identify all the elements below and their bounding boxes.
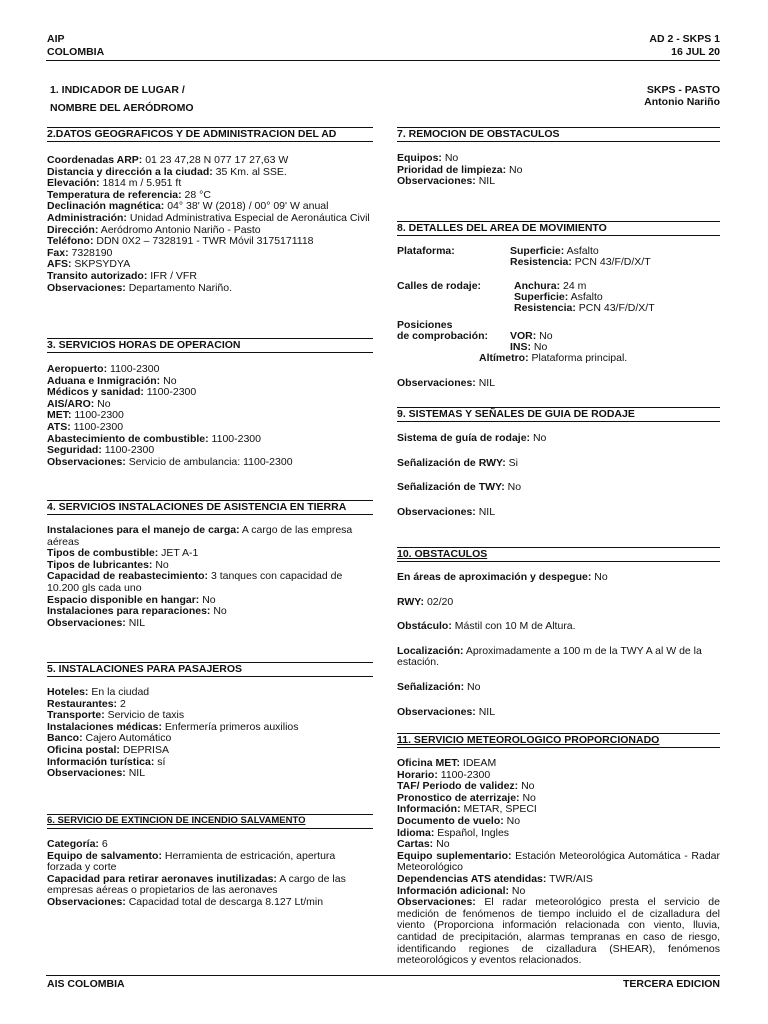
row-key: Horario: <box>397 768 438 781</box>
row-value: No <box>94 397 111 410</box>
footer-right: TERCERA EDICION <box>622 978 720 990</box>
value: Asfalto <box>568 291 603 303</box>
key: VOR: <box>510 330 537 342</box>
value: No <box>531 341 548 353</box>
s9-row <box>397 507 720 519</box>
row-key: Señalización de RWY: <box>397 456 506 469</box>
section-9-title: 9. SISTEMAS Y SEÑALES DE GUIA DE RODAJE <box>397 407 720 422</box>
key: Resistencia: <box>514 302 576 314</box>
row-key: Elevación: <box>47 177 100 190</box>
s10-row <box>397 707 720 719</box>
title-indicator: 1. INDICADOR DE LUGAR / <box>50 84 185 96</box>
row-key: Fax: <box>47 246 69 259</box>
s9-row <box>397 433 720 445</box>
calles-resistencia <box>514 303 655 315</box>
header-page-id: AD 2 - SKPS 1 <box>649 33 720 45</box>
row-key: En áreas de aproximación y despegue: <box>397 571 592 583</box>
row-value: 1814 m / 5.951 ft <box>99 177 182 190</box>
row-value: 2 <box>117 697 126 710</box>
row-key: AIS/ARO: <box>47 397 95 410</box>
key: Superficie: <box>514 291 569 303</box>
value: Plataforma principal. <box>528 352 628 364</box>
row-key: Capacidad de reabastecimiento: <box>47 570 209 583</box>
row-key: Equipo suplementario: <box>397 849 512 862</box>
row-value: 28 °C <box>181 188 211 201</box>
row-key: Observaciones: <box>47 616 126 629</box>
row-key: Oficina MET: <box>397 757 461 769</box>
row-key: Transito autorizado: <box>47 269 148 282</box>
row-value: NIL <box>475 175 496 188</box>
row-key: Localización: <box>397 644 464 657</box>
row-value: No <box>509 884 526 897</box>
row-key: Temperatura de referencia: <box>47 188 182 201</box>
row-value: IDEAM <box>460 757 497 769</box>
row-value: No <box>441 152 459 164</box>
row-key: Idioma: <box>397 826 435 839</box>
row-key: Instalaciones para el manejo de carga: <box>47 524 240 536</box>
calles-label: Calles de rodaje: <box>397 280 482 292</box>
row-value: 01 23 47,28 N 077 17 27,63 W <box>142 154 289 166</box>
s10-row <box>397 621 720 633</box>
header-aip: AIP <box>47 33 65 45</box>
section-6-title: 6. SERVICIO DE EXTINCION DE INCENDIO SALVAMENTO <box>47 814 373 829</box>
row-value: DDN 0X2 – 7328191 - TWR Móvil 3175171118 <box>93 235 314 248</box>
altimetro <box>479 353 627 365</box>
section-11 <box>397 733 720 967</box>
row-value: Español, Ingles <box>434 826 510 839</box>
header-country: COLOMBIA <box>47 46 105 58</box>
section-3 <box>47 338 373 468</box>
s11-row <box>397 851 720 874</box>
value: NIL <box>475 377 496 389</box>
row-value: No <box>464 680 481 693</box>
row-key: Obstáculo: <box>397 620 452 633</box>
row-value: No <box>210 605 227 618</box>
row-value: No <box>506 163 523 176</box>
row-key: Señalización de TWY: <box>397 481 505 494</box>
row-value: Aeródromo Antonio Nariño - Pasto <box>98 223 261 236</box>
row-key: Observaciones: <box>397 705 476 718</box>
s4-row <box>47 571 373 594</box>
s10-row <box>397 572 720 584</box>
row-value: 1100-2300 <box>437 768 491 781</box>
row-key: Categoría: <box>47 838 99 850</box>
value: No <box>536 330 553 342</box>
row-key: AFS: <box>47 258 72 271</box>
row-value: 1100-2300 <box>143 386 197 399</box>
row-value: Cajero Automático <box>82 732 172 745</box>
row-value: 1100-2300 <box>71 409 124 422</box>
row-key: Observaciones: <box>397 175 476 188</box>
row-key: Prioridad de limpieza: <box>397 163 507 176</box>
s4-row <box>47 525 373 548</box>
row-key: Instalaciones para reparaciones: <box>47 605 211 618</box>
row-value: Servicio de ambulancia: 1100-2300 <box>125 455 293 468</box>
row-value: 3 tanques con capacidad de 10.200 gls cada uno <box>47 570 343 594</box>
section-7 <box>397 127 720 188</box>
row-key: Instalaciones médicas: <box>47 720 162 733</box>
section-2-title: 2.DATOS GEOGRAFICOS Y DE ADMINISTRACION DEL AD <box>47 127 373 142</box>
row-value: SKPSYDYA <box>71 258 131 271</box>
row-value: NIL <box>475 705 496 718</box>
header-rule <box>46 60 720 61</box>
row-value: No <box>504 481 522 494</box>
s6-row <box>47 851 373 874</box>
row-value: 04° 38' W (2018) / 00° 09' W anual <box>164 200 329 213</box>
row-key: Hoteles: <box>47 686 89 698</box>
footer-left: AIS COLOMBIA <box>47 978 125 990</box>
row-value: NIL <box>125 616 146 629</box>
value: PCN 43/F/D/X/T <box>575 302 655 314</box>
header-date: 16 JUL 20 <box>671 46 720 58</box>
row-value: sí <box>154 755 166 768</box>
section-8-title: 8. DETALLES DEL AREA DE MOVIMIENTO <box>397 221 720 236</box>
row-value: No <box>152 558 169 571</box>
row-value: No <box>160 374 177 387</box>
row-key: Observaciones: <box>397 896 476 909</box>
row-key: Espacio disponible en hangar: <box>47 593 200 606</box>
value: PCN 43/F/D/X/T <box>571 256 651 268</box>
s6-row <box>47 897 373 909</box>
plataforma-resistencia <box>510 257 651 269</box>
row-value: 1100-2300 <box>70 420 124 433</box>
row-key: MET: <box>47 409 72 422</box>
row-value: 6 <box>98 838 108 850</box>
s2-row <box>47 283 373 295</box>
row-key: Información: <box>397 803 461 816</box>
row-value: METAR, SPECI <box>460 803 537 816</box>
s9-row <box>397 458 720 470</box>
section-9 <box>397 407 720 518</box>
section-3-title: 3. SERVICIOS HORAS DE OPERACION <box>47 338 373 353</box>
row-value: JET A-1 <box>158 547 199 560</box>
s11-row <box>397 897 720 967</box>
section-7-title: 7. REMOCION DE OBSTACULOS <box>397 127 720 142</box>
row-value: Estación Meteorológica Automática - Radar Meteorológico <box>397 849 720 874</box>
key: Altímetro: <box>479 352 529 364</box>
row-key: Administración: <box>47 211 127 224</box>
row-value: 35 Km. al SSE. <box>212 165 287 178</box>
row-value: No <box>503 814 521 827</box>
row-value: NIL <box>125 767 146 780</box>
row-value: Unidad Administrativa Especial de Aeronáutica Civil <box>126 211 370 224</box>
s10-row <box>397 597 720 609</box>
row-key: Observaciones: <box>47 895 126 908</box>
value: 24 m <box>560 280 587 292</box>
row-key: Capacidad para retirar aeronaves inutilizadas: <box>47 872 277 885</box>
section-8-body <box>397 236 720 389</box>
row-value: No <box>530 432 547 444</box>
row-key: Tipos de combustible: <box>47 547 159 560</box>
key: Observaciones: <box>397 377 476 389</box>
row-value: Mástil con 10 M de Altura. <box>451 620 576 633</box>
section-4 <box>47 500 373 629</box>
section-10-title: 10. OBSTACULOS <box>397 547 720 562</box>
row-value: NIL <box>475 505 496 518</box>
row-key: Observaciones: <box>47 767 126 780</box>
value: Asfalto <box>564 245 599 257</box>
row-key: Señalización: <box>397 680 465 693</box>
section-6 <box>47 814 373 909</box>
row-key: Información adicional: <box>397 884 510 897</box>
section-10 <box>397 547 720 718</box>
row-key: Aduana e Inmigración: <box>47 374 161 387</box>
row-value: No <box>433 838 450 851</box>
row-key: Médicos y sanidad: <box>47 386 144 399</box>
section-4-title: 4. SERVICIOS INSTALACIONES DE ASISTENCIA EN TIERRA <box>47 500 373 515</box>
row-value: No <box>519 791 536 804</box>
row-key: RWY: <box>397 595 425 608</box>
title-aerodrome-name: Antonio Nariño <box>644 96 720 108</box>
footer-rule <box>46 975 720 976</box>
row-key: ATS: <box>47 420 71 433</box>
comprobacion-label: de comprobación: <box>397 330 489 342</box>
s10-row <box>397 646 720 669</box>
row-key: Pronostico de aterrizaje: <box>397 791 520 804</box>
row-value: 7328190 <box>68 246 113 259</box>
row-value: 02/20 <box>424 595 454 608</box>
plataforma-label: Plataforma: <box>397 245 455 257</box>
row-value: A cargo de las empresa aéreas <box>47 524 353 548</box>
row-value: Si <box>505 456 518 469</box>
row-key: Documento de vuelo: <box>397 814 504 827</box>
row-key: Oficina postal: <box>47 743 120 756</box>
row-key: Declinación magnética: <box>47 200 165 213</box>
row-key: Teléfono: <box>47 235 94 248</box>
row-key: Restaurantes: <box>47 697 118 710</box>
row-value: 1100-2300 <box>208 432 261 445</box>
row-value: Capacidad total de descarga 8.127 Lt/min <box>125 895 324 908</box>
row-key: Equipos: <box>397 152 442 164</box>
s3-row <box>47 457 373 469</box>
row-value: A cargo de las empresas aéreas o propietarios de las aeronaves <box>47 872 346 897</box>
s10-row <box>397 682 720 694</box>
row-key: Abastecimiento de combustible: <box>47 432 209 445</box>
section-8 <box>397 221 720 389</box>
row-key: Observaciones: <box>47 455 126 468</box>
row-key: Aeropuerto: <box>47 363 108 375</box>
s6-row <box>47 874 373 897</box>
row-value: 1100-2300 <box>101 444 155 457</box>
row-key: Sistema de guía de rodaje: <box>397 432 531 444</box>
row-value: 1100-2300 <box>107 363 160 375</box>
row-key: Observaciones: <box>397 505 476 518</box>
row-value: No <box>518 780 535 793</box>
row-value: Aproximadamente a 100 m de la TWY A al W de la estación. <box>397 644 702 669</box>
section-2 <box>47 127 373 294</box>
posiciones-label: Posiciones <box>397 319 453 331</box>
key: Anchura: <box>514 280 561 292</box>
row-value: IFR / VFR <box>147 269 197 282</box>
row-value: No <box>591 571 608 583</box>
s7-row <box>397 176 720 188</box>
key: Resistencia: <box>510 256 572 268</box>
section-5-title: 5. INSTALACIONES PARA PASAJEROS <box>47 662 373 677</box>
title-location: SKPS - PASTO <box>646 84 720 96</box>
row-value: Herramienta de estricación, apertura forzada y corte <box>47 849 336 874</box>
s9-row <box>397 482 720 494</box>
row-key: TAF/ Periodo de validez: <box>397 780 519 793</box>
row-key: Dirección: <box>47 223 99 236</box>
key: Superficie: <box>510 245 565 257</box>
row-key: Distancia y dirección a la ciudad: <box>47 165 213 178</box>
row-key: Información turística: <box>47 755 155 768</box>
section-11-title: 11. SERVICIO METEOROLOGICO PROPORCIONADO <box>397 733 720 748</box>
row-value: Enfermería primeros auxilios <box>161 720 299 733</box>
row-key: Tipos de lubricantes: <box>47 558 153 571</box>
row-key: Dependencias ATS atendidas: <box>397 872 547 885</box>
key: INS: <box>510 341 531 353</box>
row-key: Transporte: <box>47 709 105 722</box>
row-value: DEPRISA <box>119 743 169 756</box>
row-key: Banco: <box>47 732 83 745</box>
row-value: Servicio de taxis <box>104 709 185 722</box>
row-value: En la ciudad <box>88 686 150 698</box>
row-value: No <box>199 593 216 606</box>
row-value: Departamento Nariño. <box>125 281 233 294</box>
row-value: TWR/AIS <box>546 872 593 885</box>
section-5 <box>47 662 373 780</box>
row-key: Equipo de salvamento: <box>47 849 162 862</box>
title-aerodrome-name-label: NOMBRE DEL AERÓDROMO <box>50 102 194 114</box>
s4-row <box>47 618 373 630</box>
section-8-observaciones <box>397 378 495 390</box>
row-key: Observaciones: <box>47 281 126 294</box>
row-key: Coordenadas ARP: <box>47 154 143 166</box>
s5-row <box>47 768 373 780</box>
row-value: El radar meteorológico presta el servicio de medición de fenómenos de tiempo incluido el de cizalladura del viento (Proporciona información relacionada con viento, lluvia, cantidad de precipitación, alarmas tempranas en caso de riesgo, identificando regiones de cizalladura (SHEAR), fenómenos meteorológicos y eventos relacionados. <box>397 896 720 967</box>
row-key: Cartas: <box>397 838 434 851</box>
row-key: Seguridad: <box>47 444 102 457</box>
